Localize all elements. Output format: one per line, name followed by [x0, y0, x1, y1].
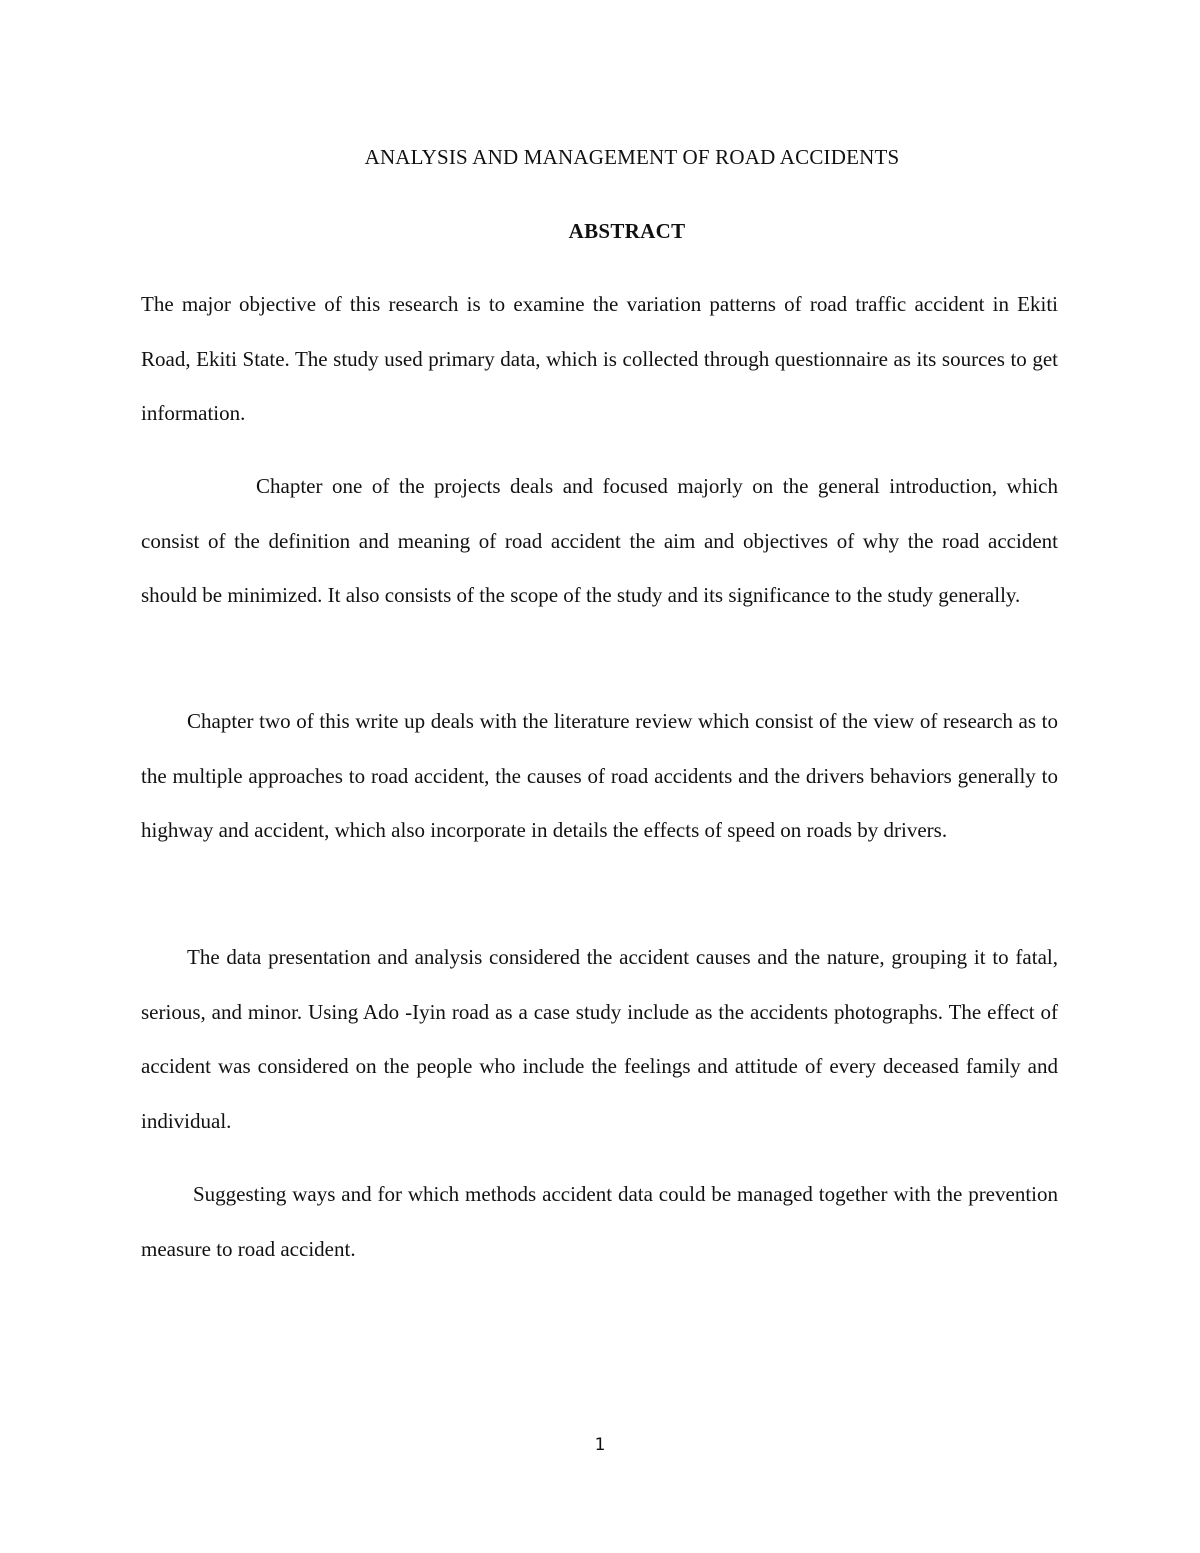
abstract-paragraph-4: The data presentation and analysis considered the accident causes and the nature, grouping it to fatal, serious, and minor. Using Ado -Iyin road as a case study include as the accidents photographs. The effect of accident was considered on the people who include the feelings and attitude of every deceased family and individual. — [141, 945, 1058, 1133]
page-number: 1 — [594, 1435, 606, 1455]
abstract-heading: ABSTRACT — [568, 219, 686, 243]
abstract-paragraph-3: Chapter two of this write up deals with the literature review which consist of the view of research as to the multiple approaches to road accident, the causes of road accidents and the drivers behaviors generally to highway and accident, which also incorporate in details the effects of speed on roads by drivers. — [141, 709, 1058, 842]
document-title: ANALYSIS AND MANAGEMENT OF ROAD ACCIDENTS — [364, 145, 900, 169]
abstract-paragraph-5: Suggesting ways and for which methods accident data could be managed together with the prevention measure to road accident. — [141, 1182, 1058, 1261]
abstract-paragraph-1: The major objective of this research is to examine the variation patterns of road traffic accident in Ekiti Road, Ekiti State. The study used primary data, which is collected through questionnaire as its sources to get information. — [141, 292, 1058, 425]
abstract-paragraph-2: Chapter one of the projects deals and focused majorly on the general introduction, which consist of the definition and meaning of road accident the aim and objectives of why the road accident should be minimized. It also consists of the scope of the study and its significance to the study generally. — [141, 474, 1058, 607]
